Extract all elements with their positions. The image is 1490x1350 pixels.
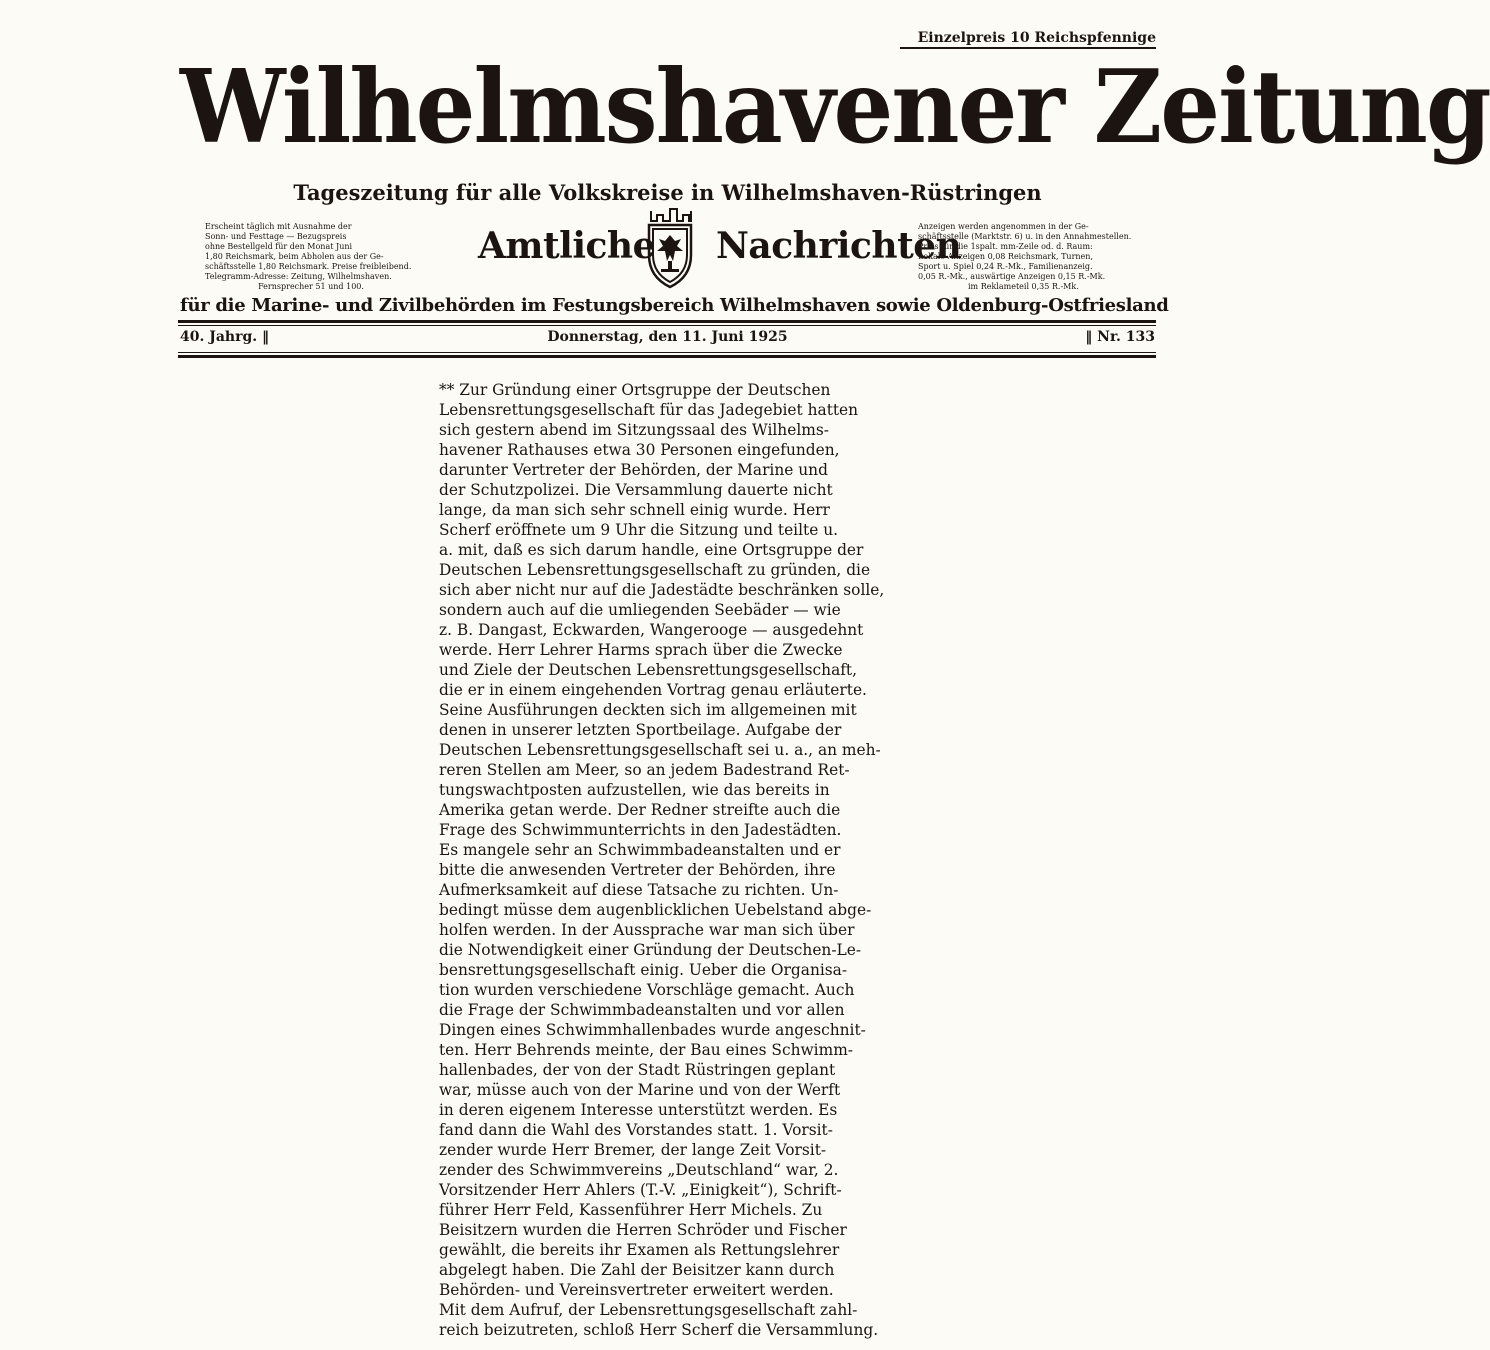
subscription-info	[205, 222, 417, 292]
article-line: die Notwendigkeit einer Gründung der Deutschen-Le-	[439, 941, 862, 959]
article-line: Seine Ausführungen deckten sich im allgemeinen mit	[439, 701, 857, 719]
article-line: holfen werden. In der Aussprache war man sich über	[439, 921, 855, 939]
article-line: Beisitzern wurden die Herren Schröder und Fischer	[439, 1221, 847, 1239]
article-line: ** Zur Gründung einer Ortsgruppe der Deutschen	[439, 381, 831, 399]
article-line: Aufmerksamkeit auf diese Tatsache zu richten. Un-	[439, 881, 839, 899]
article-line: Frage des Schwimmunterrichts in den Jadestädten.	[439, 821, 842, 839]
article-line: Mit dem Aufruf, der Lebensrettungsgesellschaft zahl-	[439, 1301, 858, 1319]
article-line: fand dann die Wahl des Vorstandes statt. 1. Vorsit-	[439, 1121, 833, 1139]
article-line: in deren eigenem Interesse unterstützt werden. Es	[439, 1101, 838, 1119]
info-line: schäftsstelle (Marktstr. 6) u. in den Annahmestellen.	[918, 232, 1132, 241]
article-line: reren Stellen am Meer, so an jedem Badestrand Ret-	[439, 761, 850, 779]
divider-rule	[178, 320, 1156, 323]
article-line: werde. Herr Lehrer Harms sprach über die Zwecke	[439, 641, 843, 659]
issue-number: ‖ Nr. 133	[1085, 329, 1155, 345]
volume-year-text: 40. Jahrg.	[180, 329, 258, 345]
article-line: darunter Vertreter der Behörden, der Marine und	[439, 461, 828, 479]
info-line: Lokale Anzeigen 0,08 Reichsmark, Turnen,	[918, 252, 1093, 261]
article-line: tion wurden verschiedene Vorschläge gemacht. Auch	[439, 981, 855, 999]
article-line: sondern auch auf die umliegenden Seebäder — wie	[439, 601, 841, 619]
info-line: Fernsprecher 51 und 100.	[258, 282, 364, 291]
article-line: Scherf eröffnete um 9 Uhr die Sitzung und teilte u.	[439, 521, 839, 539]
article-line: bitte die anwesenden Vertreter der Behörden, ihre	[439, 861, 836, 879]
divider-rule	[178, 325, 1156, 326]
article-line: reich beizutreten, schloß Herr Scherf die Versammlung.	[439, 1321, 879, 1339]
article-body	[439, 380, 896, 1340]
info-line: schäftsstelle 1,80 Reichsmark. Preise freibleibend.	[205, 262, 412, 271]
issue-number-text: Nr. 133	[1097, 329, 1155, 345]
article-line: der Schutzpolizei. Die Versammlung dauerte nicht	[439, 481, 833, 499]
article-line: ten. Herr Behrends meinte, der Bau eines Schwimm-	[439, 1041, 853, 1059]
article-line: Es mangele sehr an Schwimmbadeanstalten und er	[439, 841, 841, 859]
article-line: Deutschen Lebensrettungsgesellschaft zu gründen, die	[439, 561, 871, 579]
article-line: sich aber nicht nur auf die Jadestädte beschränken solle,	[439, 581, 885, 599]
article-line: und Ziele der Deutschen Lebensrettungsgesellschaft,	[439, 661, 858, 679]
info-line: Preis für die 1spalt. mm-Zeile od. d. Raum:	[918, 242, 1093, 251]
article-line: havener Rathauses etwa 30 Personen eingefunden,	[439, 441, 840, 459]
divider-rule	[178, 355, 1156, 358]
article-line: führer Herr Feld, Kassenführer Herr Michels. Zu	[439, 1201, 823, 1219]
audience-line: für die Marine- und Zivilbehörden im Festungsbereich Wilhelmshaven sowie Oldenburg-Ostfriesland	[180, 295, 1169, 316]
info-line: Sport u. Spiel 0,24 R.-Mk., Familienanzeig.	[918, 262, 1093, 271]
article-line: sich gestern abend im Sitzungssaal des Wilhelms-	[439, 421, 829, 439]
advertising-info	[918, 222, 1132, 292]
issue-date: Donnerstag, den 11. Juni 1925	[547, 329, 788, 345]
article-line: Deutschen Lebensrettungsgesellschaft sei u. a., an meh-	[439, 741, 881, 759]
masthead-title: Wilhelmshavener Zeitung	[180, 48, 1490, 167]
official-news-right: Nachrichten	[716, 225, 962, 267]
divider-rule	[178, 352, 1156, 353]
info-line: Sonn- und Festtage — Bezugspreis	[205, 232, 347, 241]
article-line: die Frage der Schwimmbadeanstalten und vor allen	[439, 1001, 845, 1019]
volume-year: 40. Jahrg. ‖	[180, 329, 270, 345]
article-line: gewählt, die bereits ihr Examen als Rettungslehrer	[439, 1241, 840, 1259]
official-news-left: Amtliche	[478, 225, 656, 267]
article-line: bensrettungsgesellschaft einig. Ueber die Organisa-	[439, 961, 848, 979]
article-line: Lebensrettungsgesellschaft für das Jadegebiet hatten	[439, 401, 859, 419]
article-line: Vorsitzender Herr Ahlers (T.-V. „Einigkeit“), Schrift-	[439, 1181, 842, 1199]
city-crest-icon	[639, 205, 701, 291]
info-line: Anzeigen werden angenommen in der Ge-	[918, 222, 1089, 231]
article-line: z. B. Dangast, Eckwarden, Wangerooge — ausgedehnt	[439, 621, 864, 639]
article-line: war, müsse auch von der Marine und von der Werft	[439, 1081, 841, 1099]
article-line: zender des Schwimmvereins „Deutschland“ war, 2.	[439, 1161, 839, 1179]
article-line: a. mit, daß es sich darum handle, eine Ortsgruppe der	[439, 541, 864, 559]
article-line: lange, da man sich sehr schnell einig wurde. Herr	[439, 501, 830, 519]
info-line: ohne Bestellgeld für den Monat Juni	[205, 242, 353, 251]
article-line: zender wurde Herr Bremer, der lange Zeit Vorsit-	[439, 1141, 827, 1159]
article-line: denen in unserer letzten Sportbeilage. Aufgabe der	[439, 721, 842, 739]
article-line: hallenbades, der von der Stadt Rüstringen geplant	[439, 1061, 836, 1079]
info-line: Telegramm-Adresse: Zeitung, Wilhelmshaven.	[205, 272, 392, 281]
info-line: Erscheint täglich mit Ausnahme der	[205, 222, 352, 231]
article-line: Behörden- und Vereinsvertreter erweitert werden.	[439, 1281, 834, 1299]
info-line: 0,05 R.-Mk., auswärtige Anzeigen 0,15 R.-Mk.	[918, 272, 1106, 281]
article-line: tungswachtposten aufzustellen, wie das bereits in	[439, 781, 830, 799]
masthead-subtitle: Tageszeitung für alle Volkskreise in Wilhelmshaven-Rüstringen	[293, 180, 1042, 205]
article-line: Amerika getan werde. Der Redner streifte auch die	[439, 801, 841, 819]
article-line: die er in einem eingehenden Vortrag genau erläuterte.	[439, 681, 867, 699]
article-line: abgelegt haben. Die Zahl der Beisitzer kann durch	[439, 1261, 835, 1279]
single-copy-price: Einzelpreis 10 Reichspfennige	[900, 30, 1156, 49]
article-line: bedingt müsse dem augenblicklichen Uebelstand abge-	[439, 901, 872, 919]
info-line: im Reklameteil 0,35 R.-Mk.	[968, 282, 1079, 291]
info-line: 1,80 Reichsmark, beim Abholen aus der Ge-	[205, 252, 384, 261]
article-line: Dingen eines Schwimmhallenbades wurde angeschnit-	[439, 1021, 866, 1039]
